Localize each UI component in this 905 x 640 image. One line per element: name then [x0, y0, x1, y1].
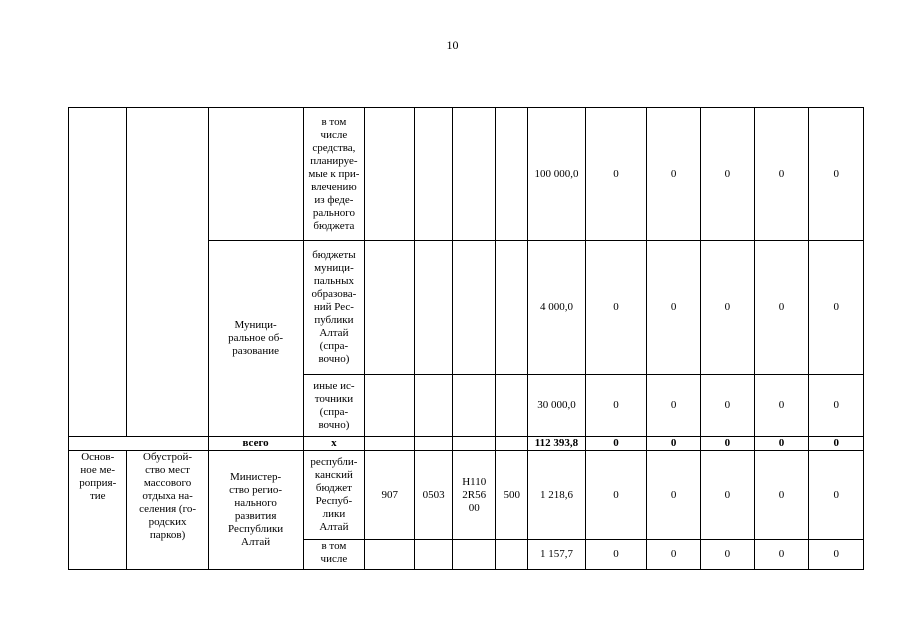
value-cell: 0	[754, 241, 809, 375]
vr-cell	[496, 108, 528, 241]
table-row	[69, 451, 905, 540]
value-cell: 0	[585, 241, 646, 375]
value-cell: 0	[754, 108, 809, 241]
value-cell: 0	[754, 451, 809, 540]
csr-cell	[452, 375, 496, 437]
value-cell: 0	[585, 108, 646, 241]
grbs-cell	[365, 437, 415, 451]
value-cell: 0	[647, 540, 701, 570]
vr-cell	[496, 375, 528, 437]
value-cell: 0	[647, 375, 701, 437]
value-cell: 0	[809, 451, 864, 540]
vr-cell: 500	[496, 451, 528, 540]
page-number: 10	[446, 38, 459, 52]
value-cell: 100 000,0	[528, 108, 586, 241]
event-name-cell	[127, 108, 208, 437]
grbs-cell	[365, 375, 415, 437]
value-cell: 0	[809, 241, 864, 375]
total-label-cell: всего	[208, 437, 303, 451]
value-cell: 4 000,0	[528, 241, 586, 375]
value-cell: 0	[585, 437, 646, 451]
csr-cell	[452, 241, 496, 375]
rzpr-cell	[415, 241, 453, 375]
value-cell: 0	[647, 451, 701, 540]
value-cell: 0	[809, 108, 864, 241]
event-name-cell: Обустрой- ство мест массового отдыха на- селения (го- родских парков)	[127, 451, 208, 570]
rzpr-cell	[415, 437, 453, 451]
value-cell: 0	[701, 108, 755, 241]
value-cell: 0	[647, 241, 701, 375]
source-cell: иные ис- точники (спра- вочно)	[303, 375, 365, 437]
grbs-cell: 907	[365, 451, 415, 540]
event-name-cell	[127, 437, 208, 451]
source-cell: в том числе средства, планируе- мые к при- влечению из феде- рального бюджета	[303, 108, 365, 241]
value-cell: 0	[754, 375, 809, 437]
table-row	[69, 108, 905, 241]
executor-cell: Министер- ство регио- нального развития Республики Алтай	[208, 451, 303, 570]
status-cell: Основ- ное ме- роприя- тие	[69, 451, 127, 570]
vr-cell	[496, 241, 528, 375]
value-cell: 0	[754, 540, 809, 570]
grbs-cell	[365, 540, 415, 570]
rzpr-cell	[415, 375, 453, 437]
executor-cell	[208, 108, 303, 241]
value-cell: 1 157,7	[528, 540, 586, 570]
value-cell: 0	[701, 375, 755, 437]
source-cell: республи- канский бюджет Респуб- лики Алтай	[303, 451, 365, 540]
value-cell: 0	[701, 540, 755, 570]
value-cell: 0	[701, 437, 755, 451]
value-cell: 0	[701, 241, 755, 375]
executor-cell: Муници- pальное об- разование	[208, 241, 303, 437]
budget-table	[68, 107, 905, 570]
source-cell: бюджеты муници- пальных образова- ний Рес- публики Алтай (спра- вочно)	[303, 241, 365, 375]
value-cell: 0	[585, 451, 646, 540]
grbs-cell	[365, 241, 415, 375]
total-row	[69, 437, 905, 451]
source-cell: х	[303, 437, 365, 451]
rzpr-cell: 0503	[415, 451, 453, 540]
rzpr-cell	[415, 108, 453, 241]
csr-cell	[452, 437, 496, 451]
value-cell: 112 393,8	[528, 437, 586, 451]
grbs-cell	[365, 108, 415, 241]
rzpr-cell	[415, 540, 453, 570]
value-cell: 0	[585, 375, 646, 437]
value-cell: 0	[809, 540, 864, 570]
value-cell: 30 000,0	[528, 375, 586, 437]
vr-cell	[496, 540, 528, 570]
status-cell	[69, 437, 127, 451]
csr-cell: Н110 2R56 00	[452, 451, 496, 540]
value-cell: 0	[647, 437, 701, 451]
value-cell: 0	[809, 375, 864, 437]
status-cell	[69, 108, 127, 437]
value-cell: 1 218,6	[528, 451, 586, 540]
vr-cell	[496, 437, 528, 451]
csr-cell	[452, 108, 496, 241]
source-cell: в том числе	[303, 540, 365, 570]
value-cell: 0	[701, 451, 755, 540]
value-cell: 0	[809, 437, 864, 451]
value-cell: 0	[647, 108, 701, 241]
value-cell: 0	[754, 437, 809, 451]
value-cell: 0	[585, 540, 646, 570]
csr-cell	[452, 540, 496, 570]
